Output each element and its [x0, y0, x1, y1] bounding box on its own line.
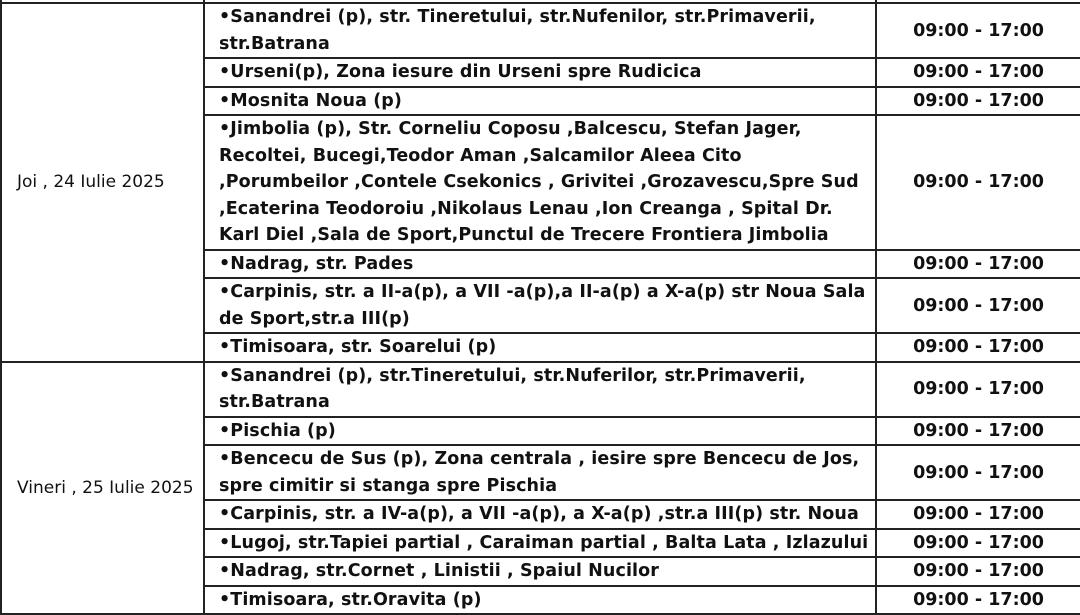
- time-cell: 09:00 - 17:00: [876, 3, 1080, 58]
- time-cell: 09:00 - 17:00: [876, 586, 1080, 615]
- location-cell: •Nadrag, str. Pades: [204, 250, 876, 279]
- location-cell: •Carpinis, str. a IV-a(p), a VII -a(p), a X-a(p) ,str.a III(p) str. Noua: [204, 500, 876, 529]
- time-cell: 09:00 - 17:00: [876, 417, 1080, 446]
- time-cell: 09:00 - 17:00: [876, 529, 1080, 558]
- location-cell: •Bencecu de Sus (p), Zona centrala , iesire spre Bencecu de Jos, spre cimitir si stanga spre Pischia: [204, 445, 876, 500]
- table-row: [1, 362, 1080, 417]
- time-cell: 09:00 - 17:00: [876, 557, 1080, 586]
- time-cell: 09:00 - 17:00: [876, 500, 1080, 529]
- day-cell-joi: Joi , 24 Iulie 2025: [1, 3, 204, 362]
- location-cell: •Timisoara, str.Oravita (p): [204, 586, 876, 615]
- location-cell: •Timisoara, str. Soarelui (p): [204, 333, 876, 362]
- location-cell: •Carpinis, str. a II-a(p), a VII -a(p),a II-a(p) a X-a(p) str Noua Sala de Sport,str.a III(p): [204, 278, 876, 333]
- time-cell: 09:00 - 17:00: [876, 87, 1080, 116]
- time-cell: 09:00 - 17:00: [876, 278, 1080, 333]
- location-cell: •Pischia (p): [204, 417, 876, 446]
- location-cell: •Sanandrei (p), str.Tineretului, str.Nuferilor, str.Primaverii, str.Batrana: [204, 362, 876, 417]
- location-cell: •Jimbolia (p), Str. Corneliu Coposu ,Balcescu, Stefan Jager, Recoltei, Bucegi,Teodor Aman ,Salcamilor Aleea Cito ,Porumbeilor ,Contele Csekonics , Grivitei ,Grozavescu,Spre Sud ,Ecaterina Teodoroiu ,Nikolaus Lenau ,Ion Creanga , Spital Dr. Karl Diel ,Sala de Sport,Punctul de Trecere Frontiera Jimbolia: [204, 115, 876, 250]
- time-cell: 09:00 - 17:00: [876, 250, 1080, 279]
- time-cell: 09:00 - 17:00: [876, 445, 1080, 500]
- time-cell: 09:00 - 17:00: [876, 58, 1080, 87]
- location-cell: •Mosnita Noua (p): [204, 87, 876, 116]
- location-cell: •Urseni(p), Zona iesure din Urseni spre Rudicica: [204, 58, 876, 87]
- location-cell: •Sanandrei (p), str. Tineretului, str.Nufenilor, str.Primaverii, str.Batrana: [204, 3, 876, 58]
- time-cell: 09:00 - 17:00: [876, 115, 1080, 250]
- location-cell: •Lugoj, str.Tapiei partial , Caraiman partial , Balta Lata , Izlazului: [204, 529, 876, 558]
- day-cell-vineri: Vineri , 25 Iulie 2025: [1, 362, 204, 615]
- time-cell: 09:00 - 17:00: [876, 362, 1080, 417]
- table-row: [1, 3, 1080, 58]
- time-cell: 09:00 - 17:00: [876, 333, 1080, 362]
- location-cell: •Nadrag, str.Cornet , Linistii , Spaiul Nucilor: [204, 557, 876, 586]
